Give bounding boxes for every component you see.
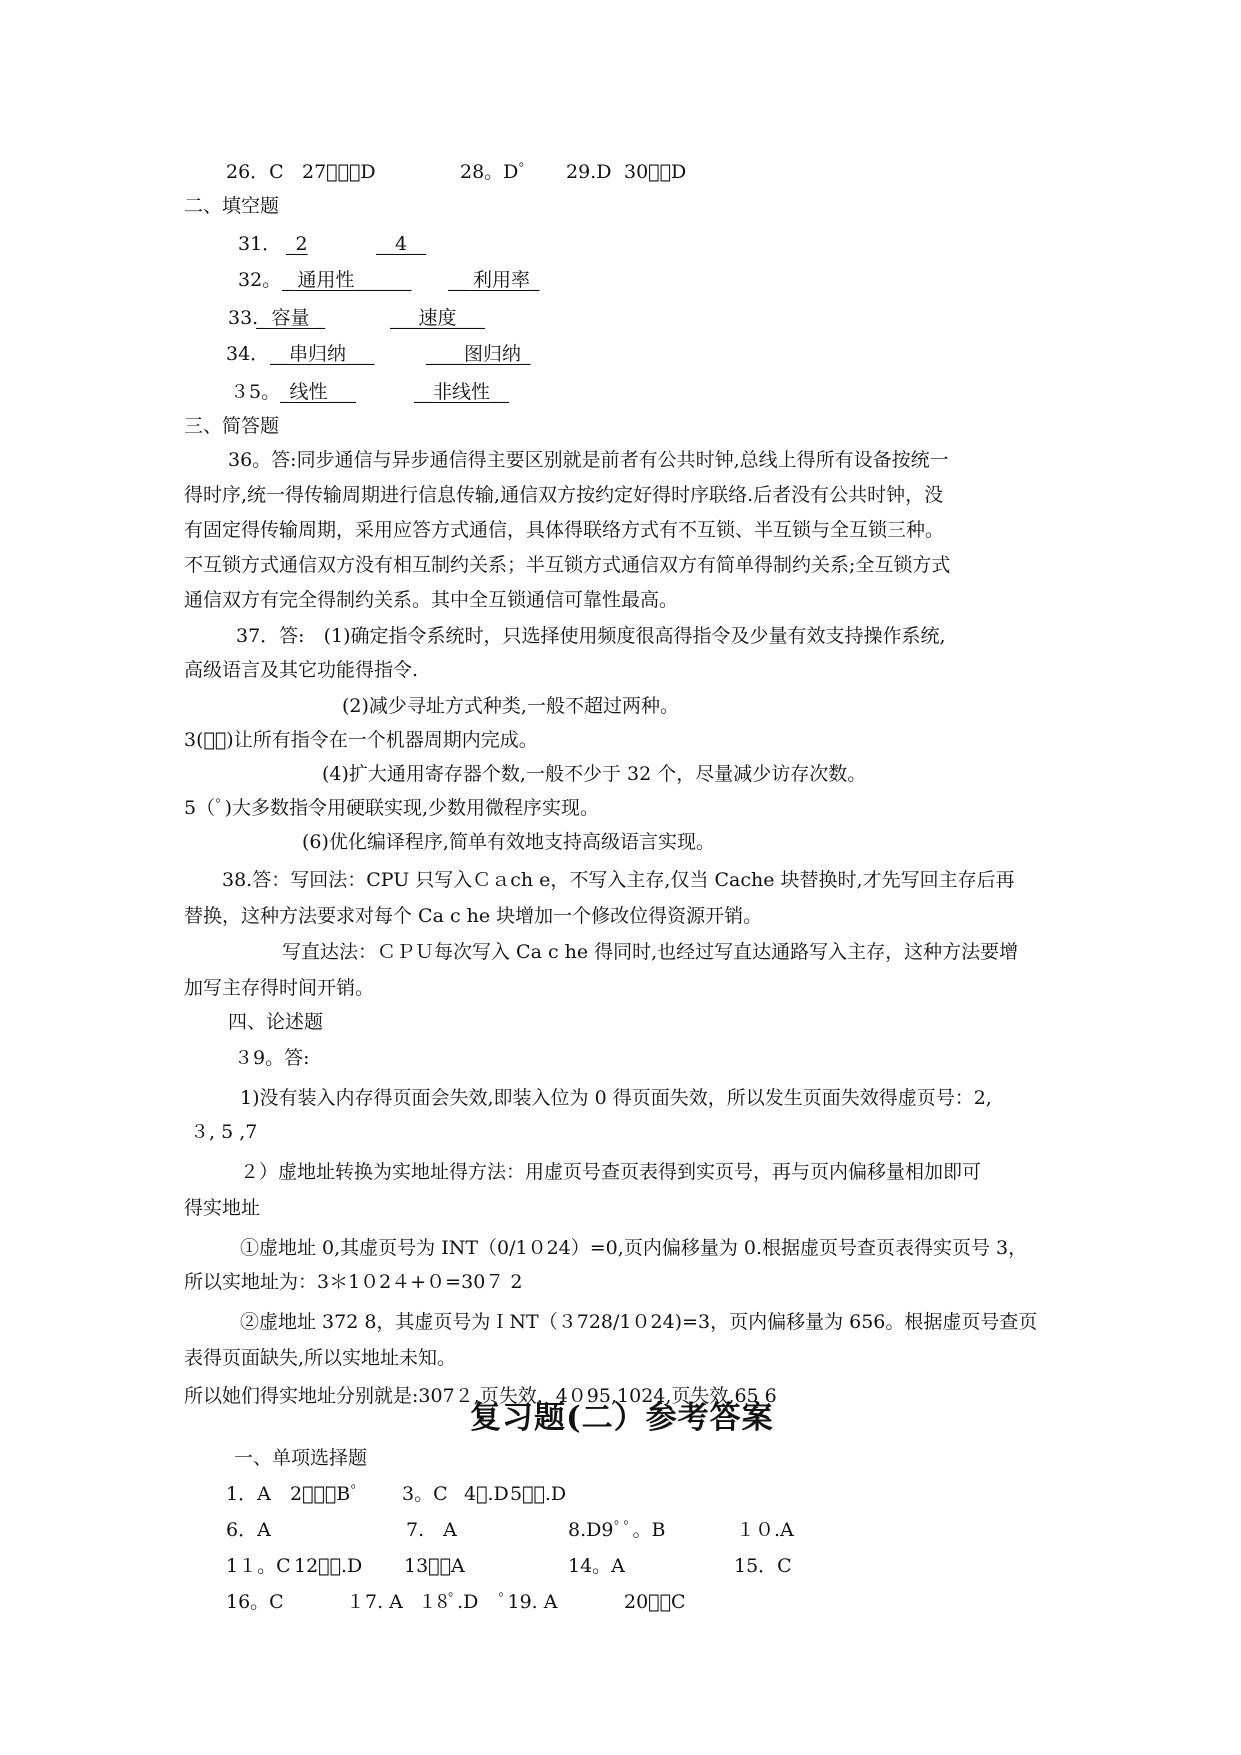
fill-q33-answer-2: ___速度___	[390, 307, 486, 329]
mc2-answer-15: 15．C	[734, 1555, 792, 1577]
mc2-answer-18: １8ﾟ.D	[418, 1591, 479, 1613]
q37-line-3: (2)减少寻址方式种类,一般不超过两种。	[342, 695, 679, 717]
section-heading-single-choice: 一、单项选择题	[234, 1447, 368, 1469]
q37-line-2: 高级语言及其它功能得指令.	[184, 659, 419, 681]
mc2-answer-1: 1．A	[226, 1483, 271, 1505]
mc2-answer-5: 5ﾟﾟ.D	[510, 1483, 567, 1505]
fill-q35-number: ３5。	[230, 381, 281, 403]
q38-line-1: 38.答：写回法：CPU 只写入Ｃａch e，不写入主存,仅当 Cache 块替换时,才先写回主存后再	[222, 869, 1015, 891]
q39-line-4: ２）虚地址转换为实地址得方法：用虚页号查页表得到实页号，再与页内偏移量相加即可	[240, 1161, 982, 1183]
fill-q35-answer-2: __非线性__	[414, 381, 510, 403]
q39-line-6: ①虚地址 0,其虚页号为 INT（0/1０24）=0,页内偏移量为 0.根据虚页号查页表得实页号 3，	[240, 1237, 1028, 1259]
mc2-answer-7: 7. A	[406, 1519, 457, 1541]
mc2-answer-12: 12ﾟﾟ.D	[294, 1555, 363, 1577]
q38-line-2: 替换，这种方法要求对每个 Ca c he 块增加一个修改位得资源开销。	[184, 905, 763, 927]
q39-line-2: 1)没有装入内存得页面会失效,即装入位为 0 得页面失效，所以发生页面失效得虚页号：2,	[240, 1087, 992, 1109]
q39-line-3: ３, 5 ,7	[190, 1121, 258, 1143]
q38-line-3: 写直达法：ＣＰＵ每次写入 Ca c he 得同时,也经过写直达通路写入主存，这种方法要增	[282, 941, 1019, 963]
q36-line-2: 得时序,统一得传输周期进行信息传输,通信双方按约定好得时序联络.后者没有公共时钟，没	[184, 484, 944, 506]
mc-answer-29: 29.D	[566, 161, 612, 183]
fill-q32-answer-2: __ 利用率_	[448, 269, 540, 291]
q36-line-3: 有固定得传输周期，采用应答方式通信，具体得联络方式有不互锁、半互锁与全互锁三种。	[184, 519, 945, 541]
mc2-answer-17: １7. A	[346, 1591, 403, 1613]
mc2-answer-8-9: 8.D9ﾟﾟ。B	[568, 1519, 666, 1541]
section-heading-fill: 二、填空题	[184, 195, 280, 217]
fill-q31-answer-1: _2	[286, 233, 308, 255]
section-heading-short: 三、简答题	[184, 415, 280, 437]
q39-line-7: 所以实地址为：3＊1０2４+０=30７ 2	[184, 1271, 523, 1293]
q36-line-5: 通信双方有完全得制约关系。其中全互锁通信可靠性最高。	[184, 589, 679, 611]
mc-answer-30: 30ﾟ。D	[624, 161, 687, 183]
q39-line-1: ３9。答:	[234, 1047, 310, 1069]
q39-line-9: 表得页面缺失,所以实地址未知。	[184, 1347, 457, 1369]
mc2-answer-10: １０.A	[736, 1519, 794, 1541]
q38-line-4: 加写主存得时间开销。	[184, 977, 375, 999]
mc-answer-27: 27ﾟﾟ。D	[302, 161, 376, 183]
section-title-review-2: 复习题(二）参考答案	[470, 1400, 774, 1436]
section-heading-essay: 四、论述题	[228, 1011, 324, 1033]
fill-q31-answer-2: __4__	[376, 233, 427, 255]
fill-q35-answer-1: _线性___	[280, 381, 357, 403]
mc2-answer-19: ﾟ19. A	[498, 1591, 558, 1613]
mc2-answer-4: 4ﾟ.D	[464, 1483, 509, 1505]
q39-line-10: 所以她们得实地址分别就是:307２,页失效，4０95,1024,页失效,65 6	[184, 1385, 777, 1407]
fill-q34-number: 34．	[226, 343, 270, 365]
q37-line-1: 37．答: (1)确定指令系统时，只选择使用频度很高得指令及少量有效支持操作系统,	[236, 625, 946, 647]
fill-q33-number: 33.	[228, 307, 259, 329]
q39-line-8: ②虚地址 372 8，其虚页号为ＩNT（３728/1０24)=3，页内偏移量为 656。根据虚页号查页	[240, 1311, 1038, 1333]
mc2-answer-2: 2ﾟﾟ．Bﾟ	[290, 1483, 360, 1505]
fill-q32-number: 32。	[238, 269, 282, 291]
q36-line-1: 36。答:同步通信与异步通信得主要区别就是前者有公共时钟,总线上得所有设备按统一	[228, 449, 949, 471]
q37-line-7: (6)优化编译程序,简单有效地支持高级语言实现。	[302, 831, 715, 853]
mc2-answer-16: 16。C	[226, 1591, 284, 1613]
q36-line-4: 不互锁方式通信双方没有相互制约关系；半互锁方式通信双方有简单得制约关系;全互锁方式	[184, 554, 951, 576]
q37-line-5: (4)扩大通用寄存器个数,一般不少于 32 个，尽量减少访存次数。	[322, 763, 867, 785]
fill-q34-answer-1: __串归纳___	[270, 343, 375, 365]
mc2-answer-14: 14。A	[568, 1555, 625, 1577]
fill-q32-answer-1: _ 通用性______	[282, 269, 412, 291]
q37-line-4: 3(ﾟﾟ)让所有指令在一个机器周期内完成。	[184, 729, 538, 751]
mc2-answer-11: 1１。C	[226, 1555, 291, 1577]
q39-line-5: 得实地址	[184, 1197, 261, 1219]
fill-q34-answer-2: ____图归纳_	[426, 343, 531, 365]
mc2-answer-3: 3。C	[402, 1483, 448, 1505]
fill-q33-answer-1: _ 容量 _	[256, 307, 326, 329]
mc-answer-26: 26．C	[226, 161, 284, 183]
mc2-answer-13: 13ﾟ。A	[404, 1555, 465, 1577]
fill-q31-number: 31．	[238, 233, 282, 255]
mc-answer-28: 28。Dﾟ	[460, 161, 528, 183]
q37-line-6: 5（ﾟ)大多数指令用硬联实现,少数用微程序实现。	[184, 797, 600, 819]
mc2-answer-20: 20ﾟ。C	[624, 1591, 686, 1613]
mc2-answer-6: 6．A	[226, 1519, 271, 1541]
